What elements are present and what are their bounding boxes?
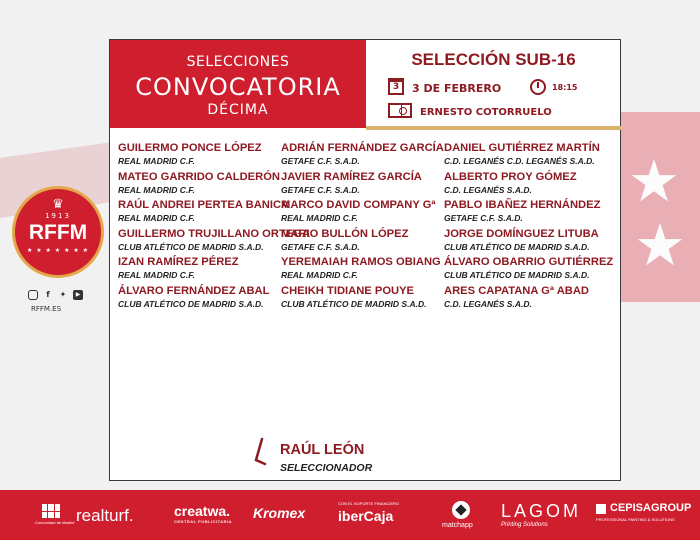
logo-year: 1913	[45, 212, 71, 220]
sponsor-footer	[0, 490, 700, 540]
team-title: SELECCIÓN SUB-16	[411, 50, 576, 69]
football-icon	[452, 501, 470, 519]
player-name: CHEIKH TIDIANE POUYE	[281, 284, 415, 297]
player-column-2	[281, 141, 443, 313]
player-name: JAVIER RAMÍREZ GARCÍA	[281, 170, 422, 183]
header-selecciones: SELECCIONES	[186, 54, 290, 70]
player-club: CLUB ATLÉTICO DE MADRID S.A.D.	[281, 298, 427, 309]
player-name: GUILERMO PONCE LÓPEZ	[118, 142, 262, 154]
player-item	[118, 198, 290, 227]
player-item	[444, 170, 606, 199]
player-item	[444, 227, 606, 256]
sponsor-cepisa: CEPISAGROUP	[610, 502, 692, 514]
header-convocatoria: CONVOCATORIA	[135, 73, 341, 101]
player-name: PABLO IBAÑEZ HERNÁNDEZ	[444, 199, 601, 212]
header-left-panel	[110, 40, 366, 128]
twitter-icon[interactable]: ✦	[59, 290, 67, 299]
player-item	[281, 141, 443, 170]
call-up-card	[109, 39, 621, 481]
player-club: REAL MADRID C.F.	[118, 270, 195, 281]
header-decima: DÉCIMA	[207, 102, 269, 118]
sponsor-lagom: LAGOM	[501, 501, 582, 521]
player-name: ALBERTO PROY GÓMEZ	[444, 170, 577, 183]
rffm-logo	[12, 186, 104, 278]
logo-stars-icon: ★ ★ ★ ★ ★ ★ ★	[26, 247, 90, 254]
sponsor-ibercaja: iberCaja	[338, 508, 394, 524]
social-links	[28, 290, 83, 302]
facebook-icon[interactable]: f	[46, 290, 50, 299]
match-time: 18:15	[552, 83, 578, 92]
player-club: REAL MADRID C.F.	[118, 213, 195, 224]
player-item	[118, 141, 280, 170]
header-right-panel	[366, 40, 621, 128]
player-club: GETAFE C.F. S.A.D.	[281, 184, 360, 195]
player-club: C.D. LEGANÉS S.A.D.	[444, 184, 532, 195]
background-flag-right	[620, 112, 700, 302]
football-field-icon	[388, 103, 412, 118]
player-item	[281, 255, 443, 284]
sponsor-kromex: Kromex	[253, 505, 306, 521]
player-name: MARIO BULLÓN LÓPEZ	[281, 227, 409, 240]
player-club: C.D. LEGANÉS S.A.D.	[444, 298, 532, 309]
sponsor-lagom-sub: Printing Solutions	[501, 522, 548, 528]
sponsor-creatwa-name: creatwa.	[174, 503, 231, 519]
player-club: CLUB ATLÉTICO DE MADRID S.A.D.	[444, 241, 590, 252]
player-club: REAL MADRID C.F.	[118, 156, 195, 166]
instagram-icon[interactable]	[28, 290, 38, 300]
sponsor-creatwa	[174, 503, 232, 524]
coach-mark-icon	[253, 438, 267, 468]
player-item	[444, 141, 606, 170]
calendar-icon: 3	[388, 78, 404, 95]
coach-name: RAÚL LEÓN	[280, 442, 365, 458]
player-item	[118, 227, 311, 256]
player-name: MARCO DAVID COMPANY Gª	[281, 199, 436, 212]
player-item	[281, 227, 443, 256]
clock-icon	[530, 79, 546, 95]
star-icon: ★	[628, 147, 680, 215]
sponsor-matchapp: matchapp	[442, 522, 473, 529]
player-club: REAL MADRID C.F.	[281, 270, 358, 281]
player-name: ÁLVARO FERNÁNDEZ ABAL	[118, 284, 270, 297]
cepisa-icon	[596, 504, 606, 514]
player-item	[444, 255, 614, 284]
player-name: ÁLVARO OBARRIO GUTIÉRREZ	[444, 256, 614, 269]
player-item	[118, 284, 280, 313]
player-column-3	[444, 141, 614, 313]
player-club: CLUB ATLÉTICO DE MADRID S.A.D.	[118, 241, 264, 252]
player-name: MATEO GARRIDO CALDERÓN	[118, 170, 281, 183]
header-divider	[366, 126, 621, 130]
player-club: CLUB ATLÉTICO DE MADRID S.A.D.	[444, 270, 590, 281]
player-list	[118, 141, 618, 321]
player-name: ADRIÁN FERNÁNDEZ GARCÍA	[281, 142, 444, 154]
youtube-icon[interactable]: ▶	[73, 290, 83, 300]
player-name: ARES CAPATANA Gª ABAD	[444, 284, 590, 297]
website-link[interactable]: RFFM.ES	[31, 305, 62, 313]
player-item	[118, 170, 280, 199]
player-club: REAL MADRID C.F.	[281, 213, 358, 224]
player-club: C.D. LEGANÉS C.D. LEGANÉS S.A.D.	[444, 156, 595, 166]
player-name: DANIEL GUTIÉRREZ MARTÍN	[444, 142, 600, 154]
star-icon: ★	[634, 211, 686, 279]
player-club: CLUB ATLÉTICO DE MADRID S.A.D.	[118, 298, 264, 309]
player-item	[281, 170, 443, 199]
player-name: RAÚL ANDREI PERTEA BANICA	[118, 199, 290, 212]
player-club: REAL MADRID C.F.	[118, 184, 195, 195]
player-item	[118, 255, 280, 284]
player-column-1	[118, 141, 311, 313]
player-name: JORGE DOMÍNGUEZ LITUBA	[444, 227, 599, 240]
player-item	[444, 284, 606, 313]
match-venue: ERNESTO COTORRUELO	[420, 107, 552, 118]
player-item	[281, 198, 443, 227]
sponsor-creatwa-sub: CENTRAL PUBLICITARIA	[174, 519, 233, 524]
logo-text: RFFM	[28, 221, 88, 244]
player-club: GETAFE C.F. S.A.D.	[444, 213, 523, 224]
sponsor-comunidad-madrid: Comunidad de Madrid	[35, 520, 75, 525]
player-name: IZAN RAMÍREZ PÉREZ	[118, 256, 239, 269]
player-club: GETAFE C.F. S.A.D.	[281, 156, 360, 166]
player-club: GETAFE C.F. S.A.D.	[281, 241, 360, 252]
player-name: YEREMAIAH RAMOS OBIANG	[281, 256, 441, 269]
sponsor-ibercaja-caption: CON EL SOPORTE FINANCIERO	[338, 501, 400, 506]
match-date: 3 DE FEBRERO	[412, 82, 502, 95]
player-item	[444, 198, 606, 227]
coach-role: SELECCIONADOR	[280, 462, 373, 474]
player-name: GUILLERMO TRUJILLANO ORTEGA	[118, 227, 311, 240]
sponsor-cepisa-sub: PROFESSIONAL PAINTING & SOLUTIONS	[596, 517, 675, 522]
player-item	[281, 284, 443, 313]
sponsor-realturf: realturf.	[76, 506, 134, 525]
crown-icon: ♛	[52, 197, 64, 212]
comunidad-madrid-icon	[42, 504, 60, 518]
